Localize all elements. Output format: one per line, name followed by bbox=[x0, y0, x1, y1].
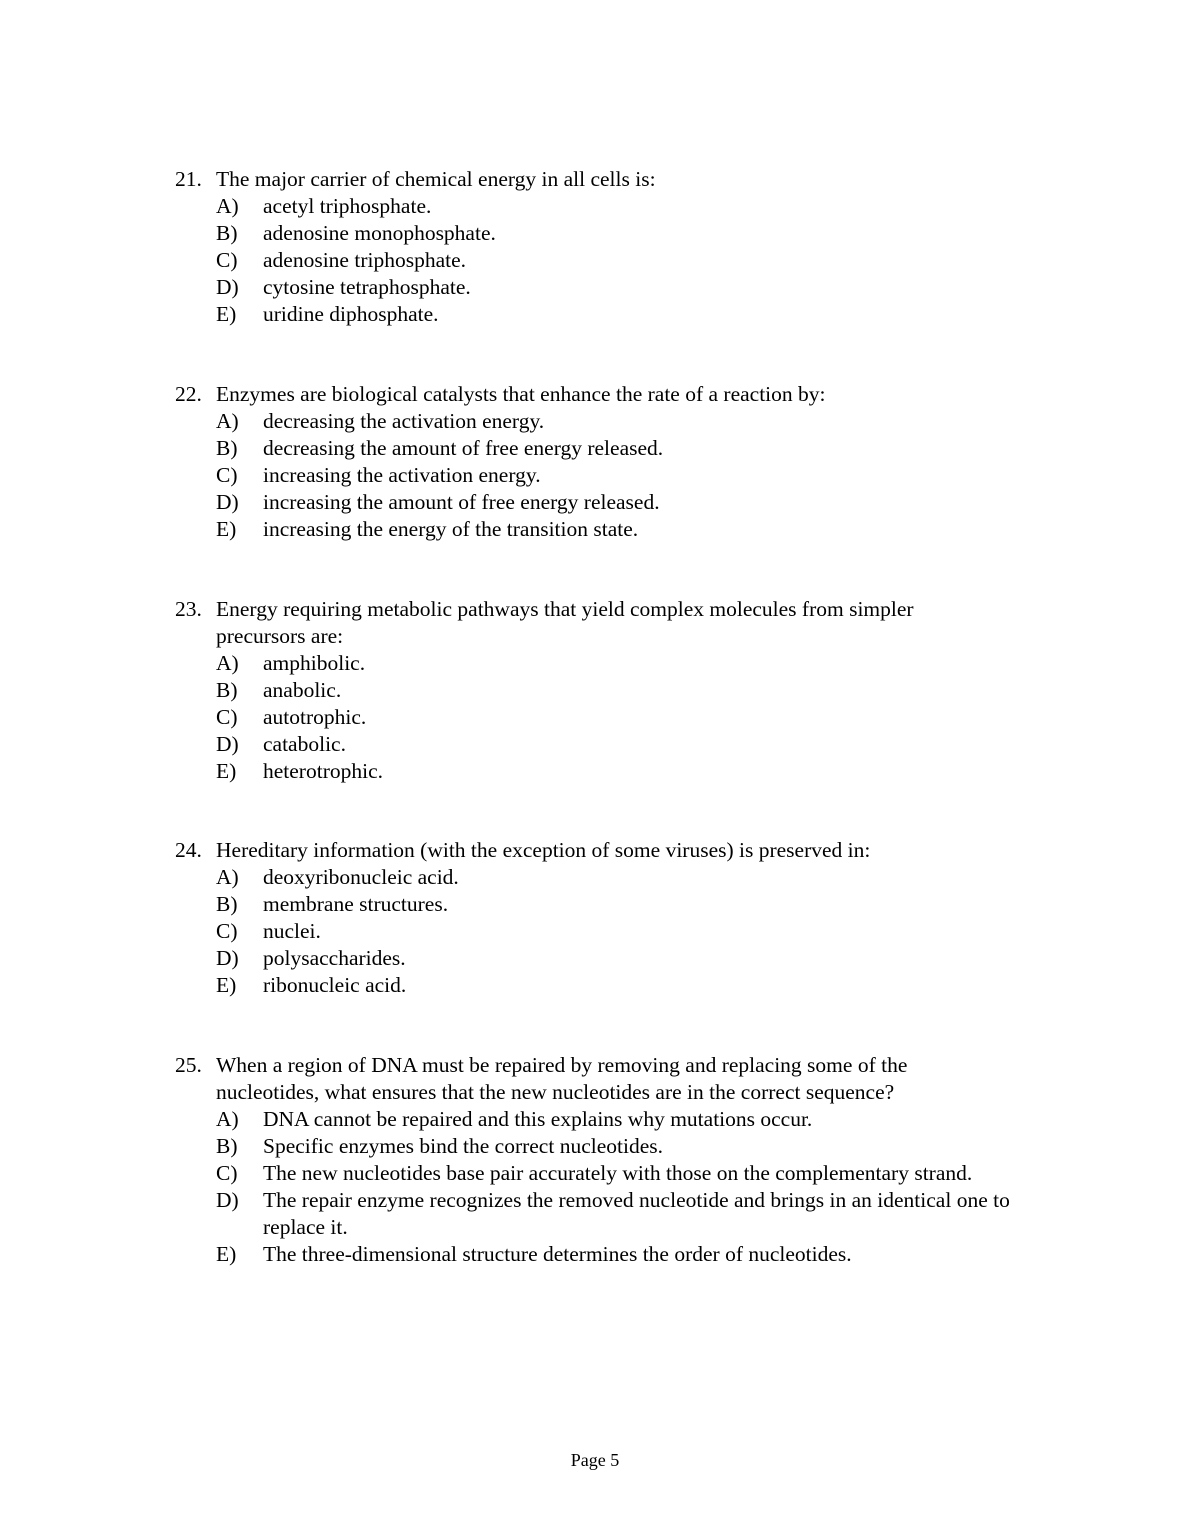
choice-letter: D) bbox=[216, 275, 239, 299]
choice-letter: A) bbox=[216, 409, 239, 433]
choice-b bbox=[216, 1133, 1055, 1160]
choice-text: uridine diphosphate. bbox=[263, 302, 439, 326]
choice-letter: C) bbox=[216, 919, 238, 943]
choice-text: The three-dimensional structure determines the order of nucleotides. bbox=[263, 1242, 852, 1266]
choice-c bbox=[216, 462, 1055, 489]
choice-b bbox=[216, 891, 1055, 918]
choice-d bbox=[216, 731, 1055, 758]
choice-text: nuclei. bbox=[263, 919, 321, 943]
choice-text: The new nucleotides base pair accurately with those on the complementary strand. bbox=[263, 1161, 973, 1185]
question-text: Hereditary information (with the exception of some viruses) is preserved in: bbox=[216, 838, 871, 862]
choice-text: increasing the energy of the transition state. bbox=[263, 517, 639, 541]
question-stem bbox=[175, 596, 1055, 650]
choice-list bbox=[216, 408, 1055, 543]
choice-e bbox=[216, 301, 1055, 328]
choice-a bbox=[216, 1106, 1055, 1133]
choice-letter: A) bbox=[216, 194, 239, 218]
question-number: 24. bbox=[175, 838, 202, 862]
choice-letter: B) bbox=[216, 892, 238, 916]
choice-text: Specific enzymes bind the correct nucleotides. bbox=[263, 1134, 663, 1158]
choice-letter: E) bbox=[216, 973, 237, 997]
choice-text: adenosine monophosphate. bbox=[263, 221, 496, 245]
choice-text: amphibolic. bbox=[263, 651, 366, 675]
choice-text: polysaccharides. bbox=[263, 946, 406, 970]
choice-b bbox=[216, 677, 1055, 704]
choice-c bbox=[216, 704, 1055, 731]
choice-letter: D) bbox=[216, 1188, 239, 1212]
choice-text: decreasing the amount of free energy released. bbox=[263, 436, 664, 460]
question-stem bbox=[175, 837, 1055, 864]
choice-c bbox=[216, 918, 1055, 945]
choice-letter: C) bbox=[216, 1161, 238, 1185]
choice-text: cytosine tetraphosphate. bbox=[263, 275, 471, 299]
choice-letter: D) bbox=[216, 490, 239, 514]
choice-letter: B) bbox=[216, 436, 238, 460]
question-21 bbox=[175, 166, 1055, 328]
choice-d bbox=[216, 945, 1055, 972]
choice-list bbox=[216, 650, 1055, 785]
choice-e bbox=[216, 758, 1055, 785]
choice-letter: A) bbox=[216, 865, 239, 889]
choice-text: DNA cannot be repaired and this explains why mutations occur. bbox=[263, 1107, 813, 1131]
question-22 bbox=[175, 381, 1055, 543]
choice-letter: B) bbox=[216, 1134, 238, 1158]
question-text: Enzymes are biological catalysts that enhance the rate of a reaction by: bbox=[216, 382, 826, 406]
question-number: 23. bbox=[175, 597, 202, 621]
question-text: The major carrier of chemical energy in all cells is: bbox=[216, 167, 656, 191]
question-stem bbox=[175, 1052, 1055, 1106]
choice-letter: C) bbox=[216, 463, 238, 487]
choice-text: increasing the activation energy. bbox=[263, 463, 541, 487]
choice-list bbox=[216, 1106, 1055, 1268]
choice-letter: C) bbox=[216, 248, 238, 272]
choice-letter: A) bbox=[216, 1107, 239, 1131]
question-text: When a region of DNA must be repaired by removing and replacing some of the nucleotides, what ensures that the new nucleotides are in the correct sequence? bbox=[216, 1053, 908, 1104]
choice-text: decreasing the activation energy. bbox=[263, 409, 545, 433]
choice-list bbox=[216, 193, 1055, 328]
choice-text: adenosine triphosphate. bbox=[263, 248, 467, 272]
choice-a bbox=[216, 650, 1055, 677]
choice-text: membrane structures. bbox=[263, 892, 449, 916]
choice-b bbox=[216, 220, 1055, 247]
choice-letter: B) bbox=[216, 678, 238, 702]
page-number: Page 5 bbox=[570, 1450, 620, 1470]
choice-b bbox=[216, 435, 1055, 462]
choice-letter: E) bbox=[216, 302, 237, 326]
choice-letter: A) bbox=[216, 651, 239, 675]
question-number: 22. bbox=[175, 382, 202, 406]
choice-letter: B) bbox=[216, 221, 238, 245]
question-number: 21. bbox=[175, 167, 202, 191]
choice-d bbox=[216, 274, 1055, 301]
choice-letter: E) bbox=[216, 759, 237, 783]
choice-letter: D) bbox=[216, 732, 239, 756]
choice-text: deoxyribonucleic acid. bbox=[263, 865, 459, 889]
question-23 bbox=[175, 596, 1055, 785]
choice-letter: D) bbox=[216, 946, 239, 970]
choice-d bbox=[216, 489, 1055, 516]
question-stem bbox=[175, 166, 1055, 193]
choice-a bbox=[216, 408, 1055, 435]
choice-e bbox=[216, 516, 1055, 543]
choice-list bbox=[216, 864, 1055, 999]
choice-text: ribonucleic acid. bbox=[263, 973, 407, 997]
choice-text: The repair enzyme recognizes the removed nucleotide and brings in an identical one to replace it. bbox=[263, 1188, 1010, 1239]
choice-c bbox=[216, 247, 1055, 274]
choice-c bbox=[216, 1160, 1055, 1187]
choice-text: anabolic. bbox=[263, 678, 342, 702]
question-25 bbox=[175, 1052, 1055, 1268]
choice-text: autotrophic. bbox=[263, 705, 367, 729]
choice-letter: E) bbox=[216, 1242, 237, 1266]
choice-letter: E) bbox=[216, 517, 237, 541]
choice-text: catabolic. bbox=[263, 732, 346, 756]
choice-text: acetyl triphosphate. bbox=[263, 194, 432, 218]
choice-e bbox=[216, 972, 1055, 999]
question-stem bbox=[175, 381, 1055, 408]
question-24 bbox=[175, 837, 1055, 999]
question-number: 25. bbox=[175, 1053, 202, 1077]
choice-e bbox=[216, 1241, 1055, 1268]
choice-a bbox=[216, 864, 1055, 891]
choice-d bbox=[216, 1187, 1055, 1241]
choice-letter: C) bbox=[216, 705, 238, 729]
choice-text: increasing the amount of free energy released. bbox=[263, 490, 660, 514]
question-text: Energy requiring metabolic pathways that yield complex molecules from simpler precursors are: bbox=[216, 597, 914, 648]
choice-a bbox=[216, 193, 1055, 220]
choice-text: heterotrophic. bbox=[263, 759, 383, 783]
